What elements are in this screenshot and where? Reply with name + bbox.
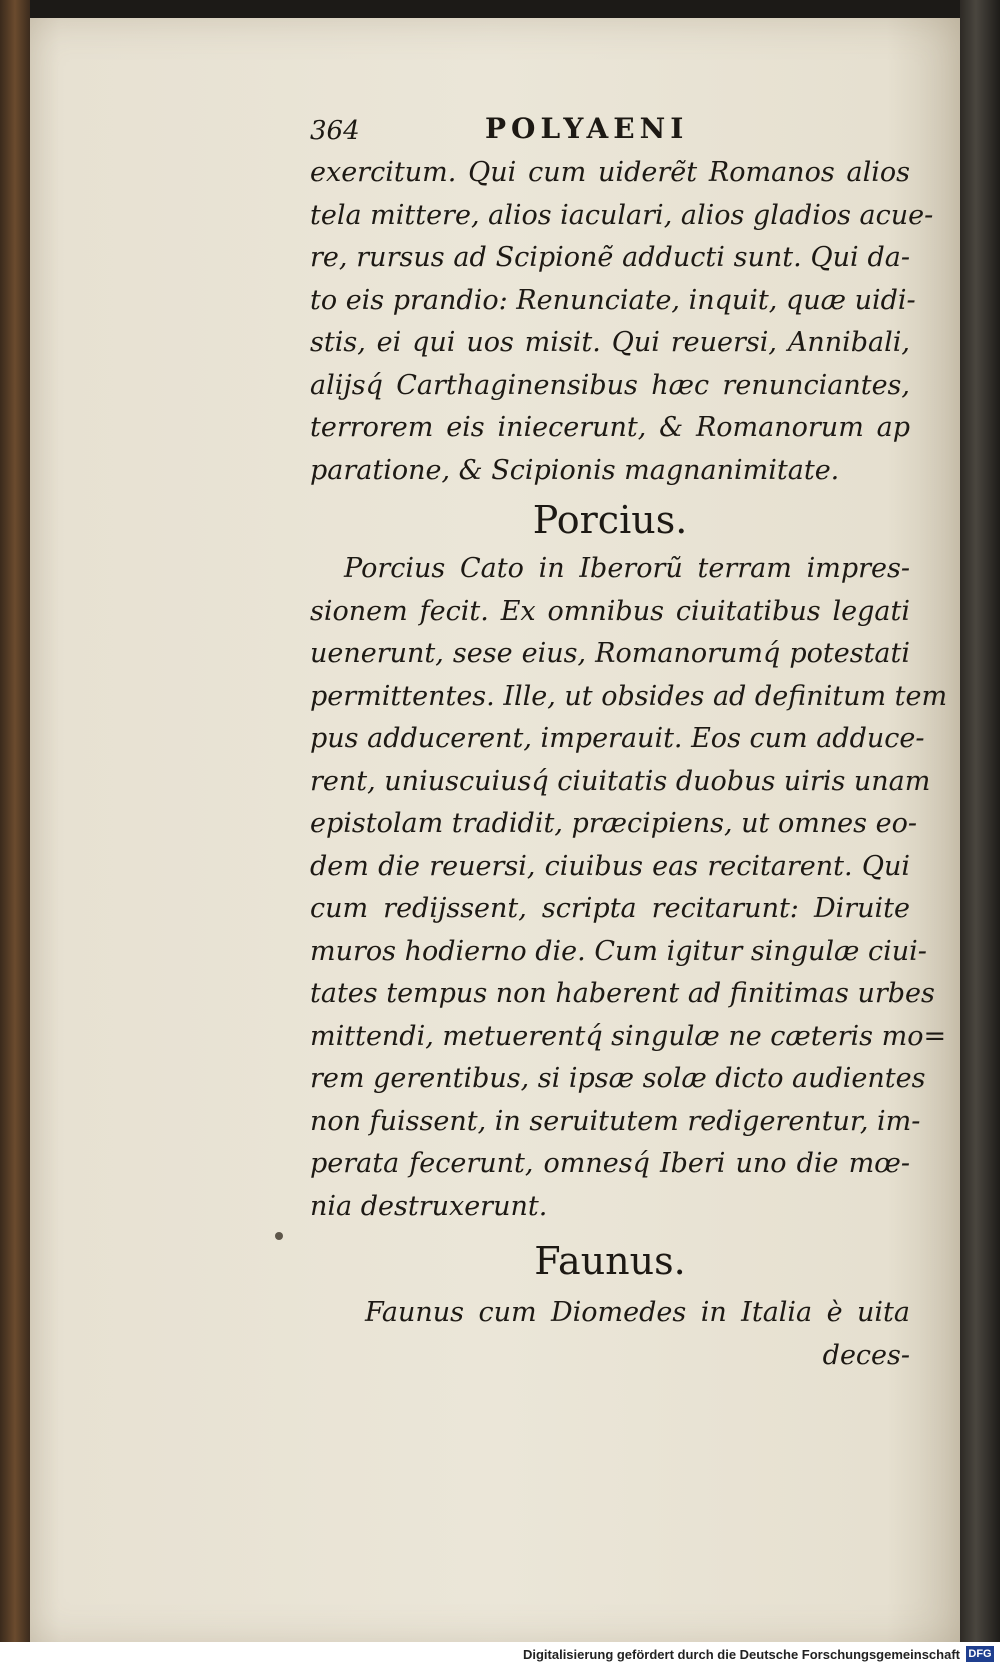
text-line: re, rursus ad Scipionẽ adducti sunt. Qui da- <box>310 242 910 273</box>
running-head <box>310 112 910 152</box>
text-line: permittentes. Ille, ut obsides ad definitum tem <box>310 680 948 712</box>
text-line: mittendi, metuerentq́ singulæ ne cæteris mo= <box>310 1020 947 1052</box>
text-line: rem gerentibus, si ipsæ solæ dicto audientes <box>310 1063 926 1094</box>
text-line: dem die reuersi, ciuibus eas recitarent. Qui <box>310 850 910 882</box>
text-line: pus adducerent, imperauit. Eos cum adduce- <box>310 723 925 754</box>
section-heading-porcius: Porcius. <box>532 498 688 542</box>
page-number: 364 <box>310 116 360 146</box>
text-line: Porcius Cato in Iberorũ terram impres- <box>344 553 910 584</box>
text-line: uenerunt, sese eius, Romanorumq́ potestati <box>310 638 910 669</box>
ink-spot <box>275 1232 283 1240</box>
text-line: paratione, & Scipionis magnanimitate. <box>310 454 840 486</box>
porcius-paragraph <box>310 548 948 1228</box>
text-line: tela mittere, alios iaculari, alios gladios acue- <box>310 199 934 231</box>
footer-bar <box>0 1642 1000 1666</box>
text-line: terrorem eis iniecerunt, & Romanorum ap <box>310 412 910 443</box>
section-heading-faunus: Faunus. <box>534 1239 686 1283</box>
catchword: deces- <box>822 1339 910 1371</box>
text-line: alijsq́ Carthaginensibus hæc renunciantes, <box>310 369 910 401</box>
funding-credit: Digitalisierung gefördert durch die Deutsche Forschungsgemeinschaft <box>522 1647 960 1662</box>
text-line: muros hodierno die. Cum igitur singulæ ciui- <box>310 935 927 967</box>
text-line: stis, ei qui uos misit. Qui reuersi, Annibali, <box>310 327 910 358</box>
intro-paragraph <box>310 152 934 492</box>
text-line: epistolam tradidit, præcipiens, ut omnes eo- <box>310 808 917 839</box>
text-line: tates tempus non haberent ad finitimas urbes <box>310 978 935 1009</box>
text-line: rent, uniuscuiusq́ ciuitatis duobus uiris unam <box>310 765 931 797</box>
text-line: Faunus cum Diomedes in Italia è uita <box>365 1297 910 1328</box>
text-line: exercitum. Qui cum uiderẽt Romanos alios <box>310 157 910 188</box>
running-title: POLYAENI <box>485 112 689 145</box>
faunus-paragraph <box>310 1292 910 1377</box>
dfg-logo-icon: DFG <box>966 1646 994 1662</box>
text-line: perata fecerunt, omnesq́ Iberi uno die mœ- <box>310 1148 910 1179</box>
text-line: cum redijssent, scripta recitarunt: Diruite <box>310 893 910 924</box>
book-spine-edge <box>0 0 30 1666</box>
text-line: non fuissent, in seruitutem redigerentur, im- <box>310 1105 921 1137</box>
text-block <box>310 112 948 1377</box>
text-line: sionem fecit. Ex omnibus ciuitatibus legati <box>310 595 910 627</box>
text-line: nia destruxerunt. <box>310 1190 548 1222</box>
text-line: to eis prandio: Renunciate, inquit, quæ uidi- <box>310 284 916 316</box>
book-fore-edge <box>960 0 1000 1666</box>
